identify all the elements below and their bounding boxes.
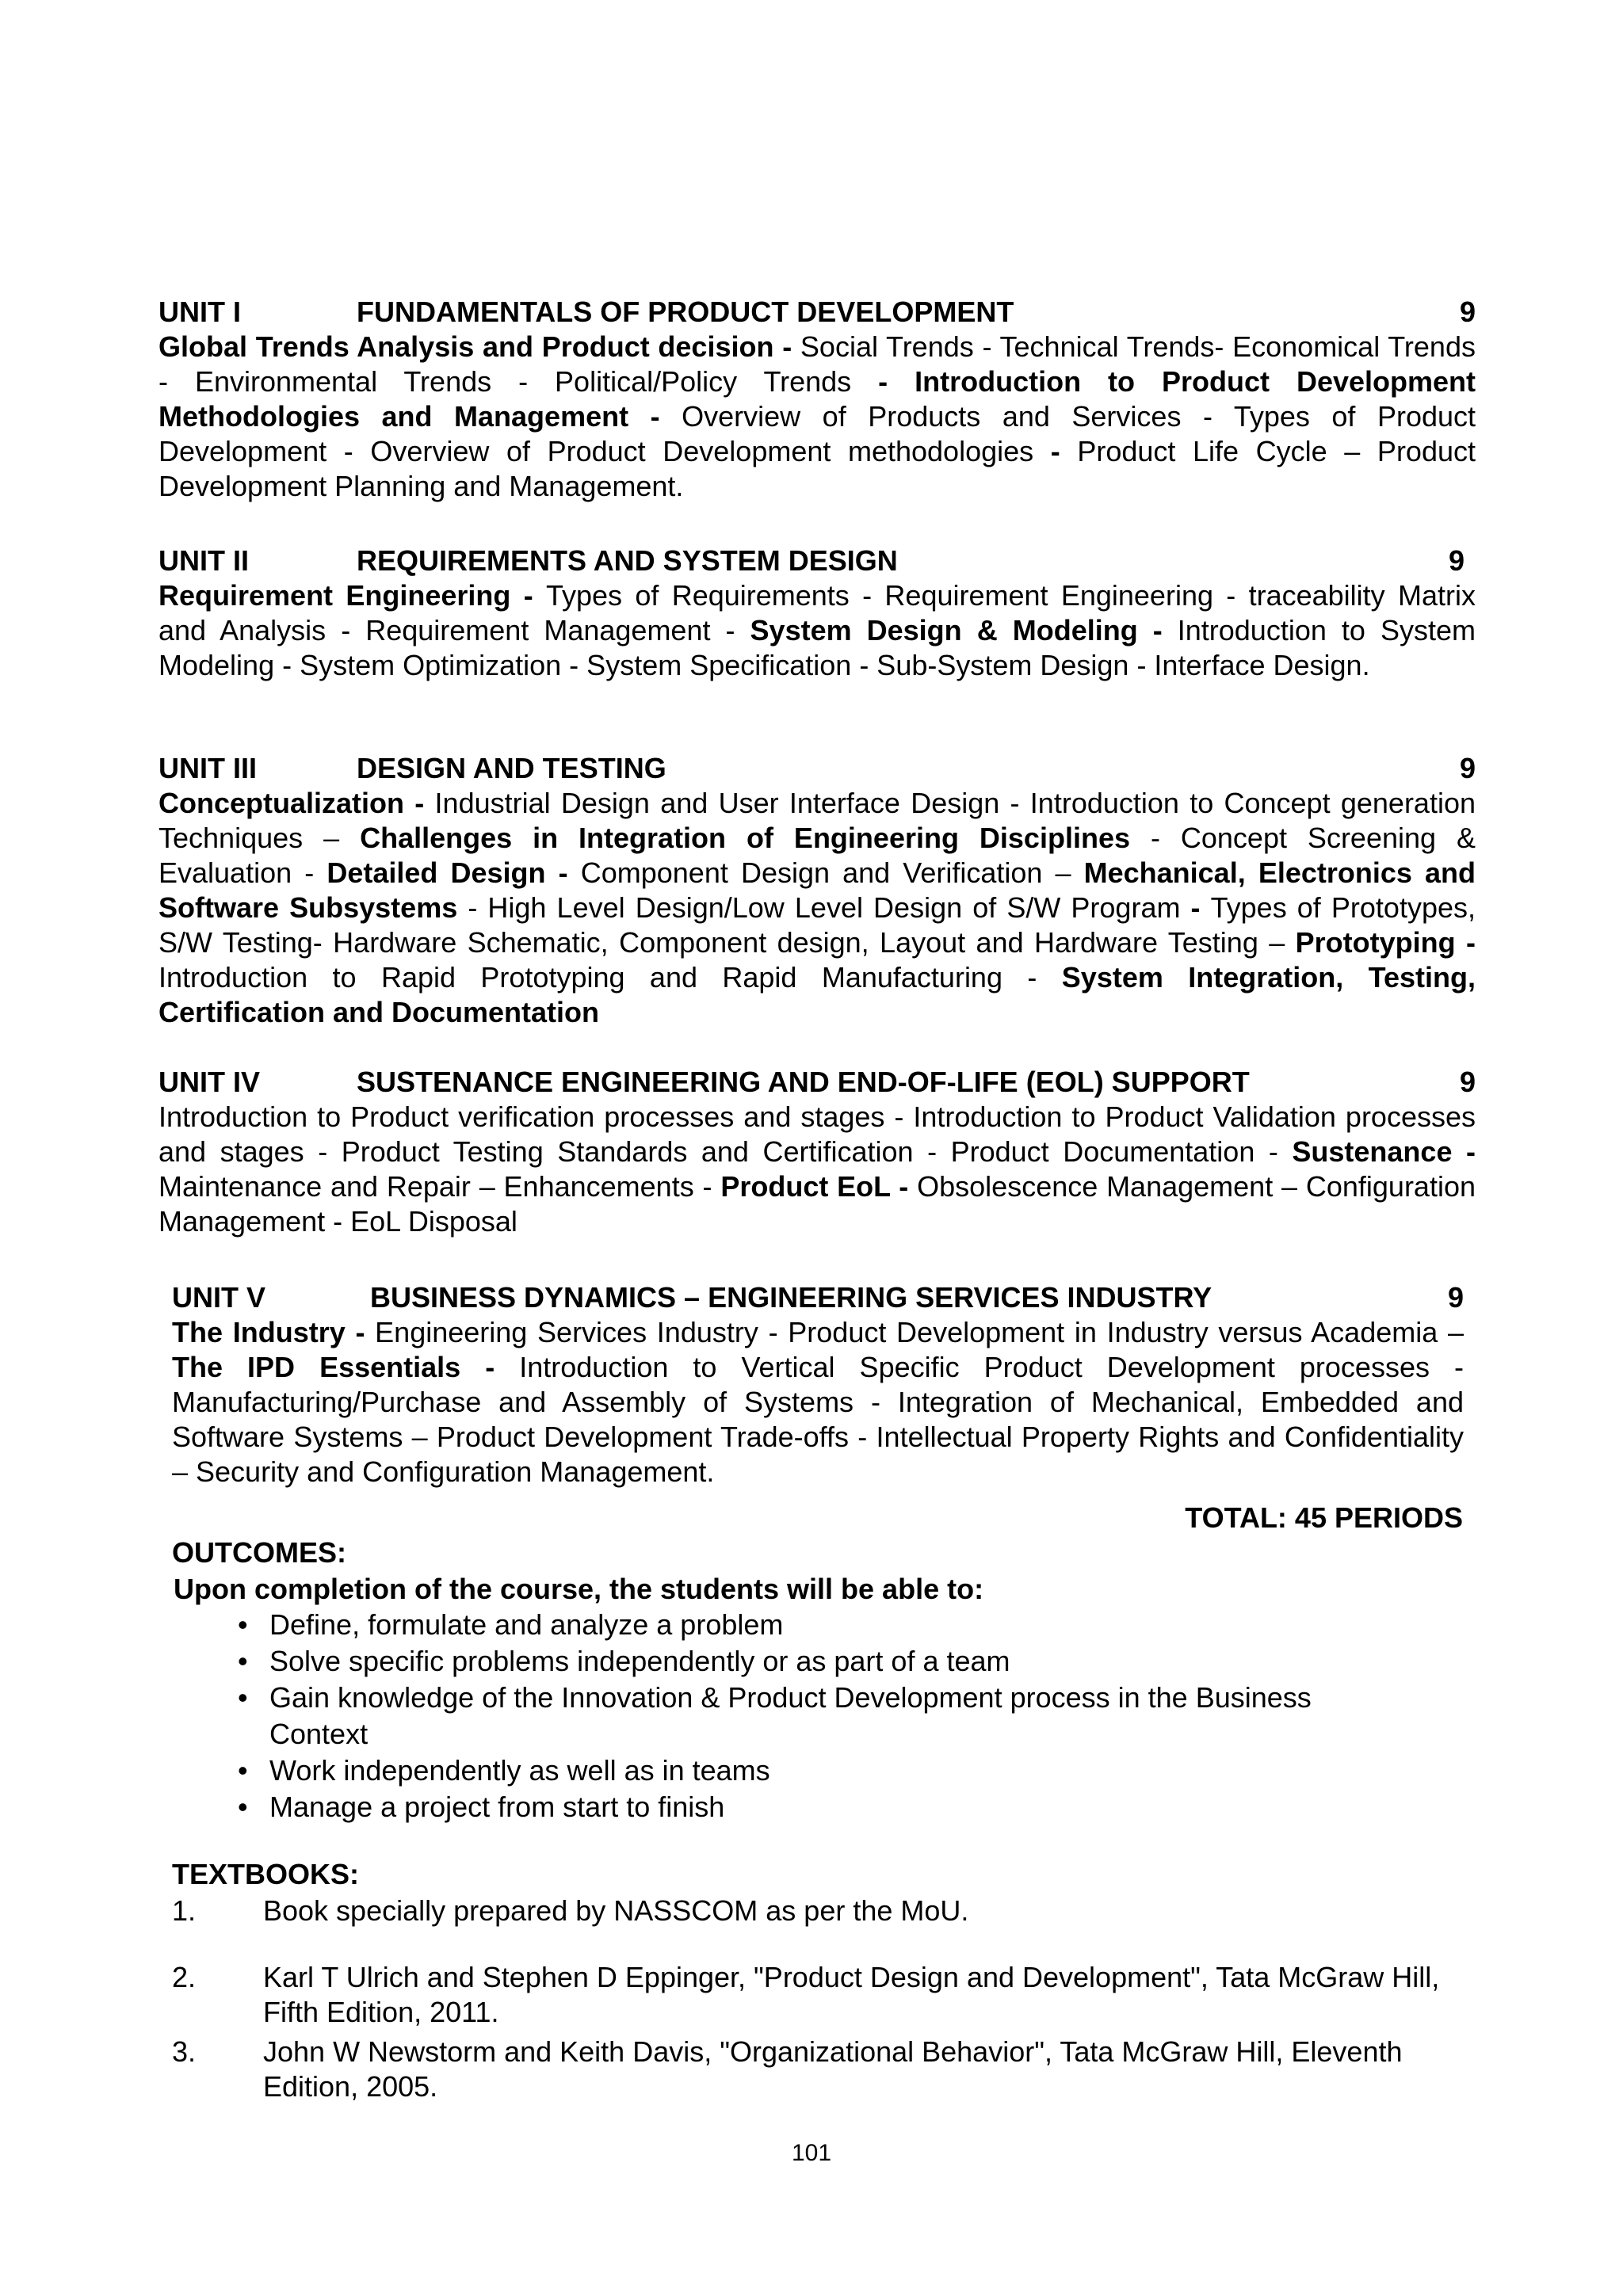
list-item — [172, 1960, 1487, 2030]
unit-body — [158, 330, 1476, 504]
outcome-text: Define, formulate and analyze a problem — [269, 1608, 784, 1641]
outcomes-intro: Upon completion of the course, the students will be able to: — [174, 1573, 984, 1605]
unit-body — [158, 786, 1476, 1030]
body-segment: Introduction to System Modeling - System Optimization - System Specification - Sub-System Design - Interface Design. — [158, 614, 1476, 681]
body-segment: Obsolescence Management – Configuration Management - EoL Disposal — [158, 1170, 1476, 1238]
body-segment: Industrial Design and User Interface Design - Introduction to Concept generation Techniques – — [158, 787, 1476, 854]
body-segment: Introduction to Product verification processes and stages - Introduction to Product Validation processes and stages - Product Testing Standards and Certification - Product Documentation - — [158, 1100, 1476, 1168]
body-segment: System Design & Modeling - — [750, 614, 1178, 646]
unit-title: FUNDAMENTALS OF PRODUCT DEVELOPMENT — [357, 296, 1014, 328]
textbook-text: John W Newstorm and Keith Davis, "Organizational Behavior", Tata McGraw Hill, Eleventh Edition, 2005. — [263, 2035, 1403, 2103]
unit-hours: 9 — [1447, 1281, 1464, 1314]
unit-title: SUSTENANCE ENGINEERING AND END-OF-LIFE (EOL) SUPPORT — [357, 1066, 1250, 1098]
unit-body — [172, 1315, 1464, 1489]
unit-title: BUSINESS DYNAMICS – ENGINEERING SERVICES INDUSTRY — [370, 1281, 1212, 1314]
unit-hours: 9 — [1459, 1066, 1476, 1098]
unit-4 — [158, 1065, 1476, 1239]
unit-number: UNIT I — [158, 296, 241, 328]
body-segment: - Introduction to Product Development Methodologies and Management - — [158, 365, 1476, 433]
unit-title: DESIGN AND TESTING — [357, 752, 666, 784]
outcome-text: Gain knowledge of the Innovation & Product Development process in the Business Context — [269, 1681, 1312, 1750]
unit-title: REQUIREMENTS AND SYSTEM DESIGN — [357, 544, 898, 577]
outcomes-heading: OUTCOMES: — [172, 1536, 346, 1569]
body-segment: Product Life Cycle – Product Development Planning and Management. — [158, 435, 1476, 502]
unit-1 — [158, 295, 1476, 504]
body-segment: Types of Prototypes, S/W Testing- Hardware Schematic, Component design, Layout and Hardware Testing – — [158, 891, 1476, 959]
body-segment: - — [1190, 891, 1211, 924]
body-segment: Requirement Engineering - — [158, 579, 546, 612]
unit-hours: 9 — [1459, 296, 1476, 328]
total-periods: TOTAL: 45 PERIODS — [1185, 1501, 1463, 1534]
outcome-text: Solve specific problems independently or as part of a team — [269, 1645, 1010, 1677]
body-segment: System Integration, Testing, Certification and Documentation — [158, 961, 1476, 1028]
unit-body — [158, 578, 1476, 683]
unit-header — [158, 543, 1476, 578]
unit-header — [158, 1065, 1476, 1100]
body-segment: Sustenance - — [1292, 1135, 1476, 1168]
unit-5 — [172, 1280, 1464, 1489]
list-item — [172, 1894, 1487, 1928]
textbook-text: Book specially prepared by NASSCOM as per the MoU. — [263, 1894, 969, 1927]
body-segment: Prototyping - — [1295, 926, 1476, 959]
list-item — [238, 1789, 1395, 1825]
bullet-glyph: • — [238, 1608, 248, 1641]
body-segment: Mechanical, Electronics and Software Subsystems — [158, 856, 1476, 924]
unit-number: UNIT IV — [158, 1066, 261, 1098]
body-segment: Product EoL - — [720, 1170, 918, 1203]
textbook-text: Karl T Ulrich and Stephen D Eppinger, "Product Design and Development", Tata McGraw Hill, Fifth Edition, 2011. — [263, 1961, 1440, 2028]
body-segment: Component Design and Verification – — [580, 856, 1084, 889]
body-segment: Conceptualization - — [158, 787, 435, 819]
bullet-glyph: • — [238, 1754, 248, 1787]
body-segment: Challenges in Integration of Engineering Disciplines — [360, 822, 1130, 854]
list-item — [238, 1680, 1395, 1753]
body-segment: Overview of Products and Services - Types of Product Development - Overview of Product Development methodologies — [158, 400, 1476, 467]
unit-header — [158, 751, 1476, 786]
unit-3 — [158, 751, 1476, 1030]
textbook-index: 3. — [172, 2035, 197, 2068]
unit-header — [158, 295, 1476, 330]
unit-hours: 9 — [1459, 752, 1476, 784]
unit-number: UNIT II — [158, 544, 249, 577]
body-segment: Detailed Design - — [327, 856, 581, 889]
unit-number: UNIT V — [172, 1281, 266, 1314]
textbook-index: 1. — [172, 1894, 197, 1927]
body-segment: - Concept Screening & Evaluation - — [158, 822, 1476, 889]
unit-number: UNIT III — [158, 752, 257, 784]
body-segment: Global Trends Analysis and Product decision - — [158, 330, 800, 363]
page-number: 101 — [791, 2140, 832, 2166]
list-item — [172, 2035, 1487, 2104]
textbook-index: 2. — [172, 1961, 197, 1993]
bullet-glyph: • — [238, 1791, 248, 1823]
bullet-glyph: • — [238, 1681, 248, 1714]
outcomes-list — [238, 1607, 1395, 1825]
body-segment: Engineering Services Industry - Product Development in Industry versus Academia – — [375, 1316, 1464, 1348]
body-segment: Social Trends - Technical Trends- Economical Trends - Environmental Trends - Political/Policy Trends — [158, 330, 1476, 398]
list-item — [238, 1753, 1395, 1789]
body-segment: Introduction to Vertical Specific Product Development processes -Manufacturing/Purchase and Assembly of Systems - Integration of Mechanical, Embedded and Software Systems – Product Development Trade-offs - Intellectual Property Rights and Confidentiality – Security and Configuration Management. — [172, 1351, 1464, 1488]
list-item — [238, 1643, 1395, 1680]
body-segment: Introduction to Rapid Prototyping and Rapid Manufacturing - — [158, 961, 1062, 994]
unit-body — [158, 1100, 1476, 1239]
outcome-text: Manage a project from start to finish — [269, 1791, 725, 1823]
unit-2 — [158, 543, 1476, 683]
unit-header — [172, 1280, 1464, 1315]
body-segment: The IPD Essentials - — [172, 1351, 520, 1383]
textbooks-list — [172, 1894, 1487, 2104]
body-segment: The Industry - — [172, 1316, 376, 1348]
bullet-glyph: • — [238, 1645, 248, 1677]
body-segment: Types of Requirements - Requirement Engineering - traceability Matrix and Analysis - Requirement Management - — [158, 579, 1476, 646]
body-segment: Maintenance and Repair – Enhancements - — [158, 1170, 721, 1203]
list-item — [238, 1607, 1395, 1643]
body-segment: - High Level Design/Low Level Design of S/W Program — [457, 891, 1191, 924]
unit-hours: 9 — [1448, 544, 1465, 577]
textbooks-heading: TEXTBOOKS: — [172, 1858, 360, 1890]
body-segment: - — [1050, 435, 1078, 467]
outcome-text: Work independently as well as in teams — [269, 1754, 770, 1787]
